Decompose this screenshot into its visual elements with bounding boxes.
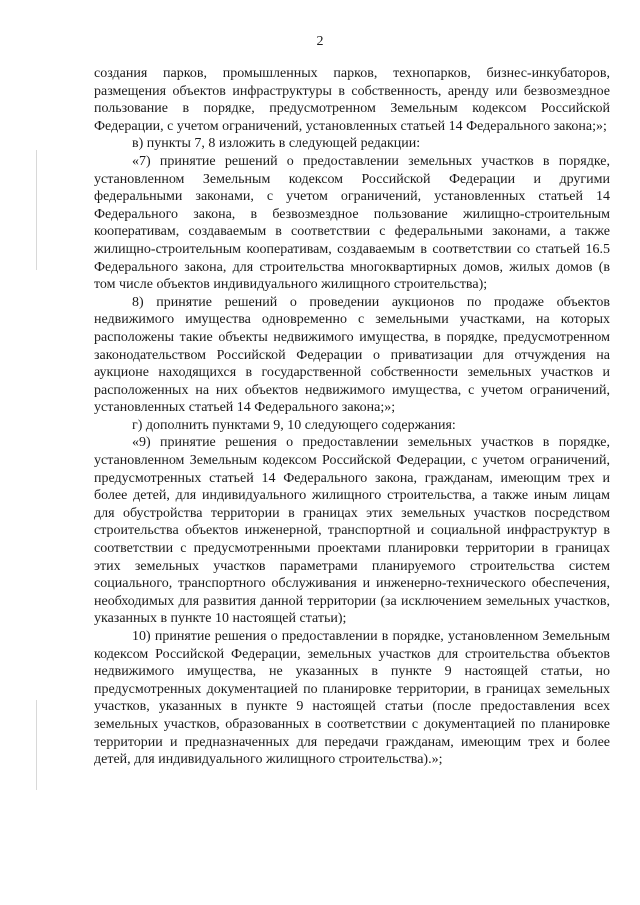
paragraph-item-8: 8) принятие решений о проведении аукционов по продаже объектов недвижимого имущества одновременно с земельными участками, на которых расположены такие объекты недвижимого имущества, в порядке, предусмотренном законодательством Российской Федерации о приватизации для отчуждения на аукционе находящихся в государственной собственности земельных участков и расположенных на них объектов недвижимого имущества, с учетом ограничений, установленных статьей 14 Федерального закона;»;: [94, 294, 610, 416]
paragraph-item-9: «9) принятие решения о предоставлении земельных участков в порядке, установленном Земельным кодексом Российской Федерации, с учетом ограничений, предусмотренных статьей 14 Федерального закона, гражданам, имеющим трех и более детей, для индивидуального жилищного строительства, а также иным лицам для обустройства территории в границах этих земельных участков посредством строительства объектов инженерной, транспортной и социальной инфраструктур в соответствии с предусмотренными проектами планировки территории в границах этих земельных участков параметрами планируемого строительства систем социального, транспортного обслуживания и инженерно-технического обеспечения, необходимых для развития данной территории (за исключением земельных участков, указанных в пункте 10 настоящей статьи);: [94, 435, 610, 627]
paragraph-item-10: 10) принятие решения о предоставлении в порядке, установленном Земельным кодексом Российской Федерации, земельных участков для строительства объектов недвижимого имущества, не указанных в пункте 9 настоящей статьи, но предусмотренных документацией по планировке территории, в границах земельных участков, указанных в пункте 9 настоящей статьи (после предоставления всех земельных участков, образованных в соответствии с документацией по планировке территории и предназначенных для передачи гражданам, имеющим трех и более детей, для индивидуального жилищного строительства).»;: [94, 629, 610, 768]
paragraph-subitem-v: в) пункты 7, 8 изложить в следующей редакции:: [132, 136, 421, 152]
scan-artifact: [36, 700, 37, 790]
paragraph-item-7: «7) принятие решений о предоставлении земельных участков в порядке, установленном Земельным кодексом Российской Федерации и другими федеральными законами, с учетом ограничений, установленных статьей 14 Федерального закона, в безвозмездное пользование жилищно-строительным кооперативам, создаваемым в соответствии с федеральными законами, а также жилищно-строительным кооперативам, создаваемым в соответствии со статьей 16.5 Федерального закона, для строительства многоквартирных домов, жилых домов (в том числе объектов индивидуального жилищного строительства);: [94, 153, 610, 293]
document-body: [94, 65, 610, 769]
scan-artifact: [36, 150, 37, 270]
paragraph-continuation: создания парков, промышленных парков, технопарков, бизнес-инкубаторов, размещения объектов инфраструктуры в собственность, аренду или безвозмездное пользование в порядке, предусмотренном Земельным кодексом Российской Федерации, с учетом ограничений, установленных статьей 14 Федерального закона;»;: [94, 66, 610, 134]
paragraph-subitem-g: г) дополнить пунктами 9, 10 следующего содержания:: [132, 417, 456, 433]
page-number: 2: [316, 34, 324, 49]
